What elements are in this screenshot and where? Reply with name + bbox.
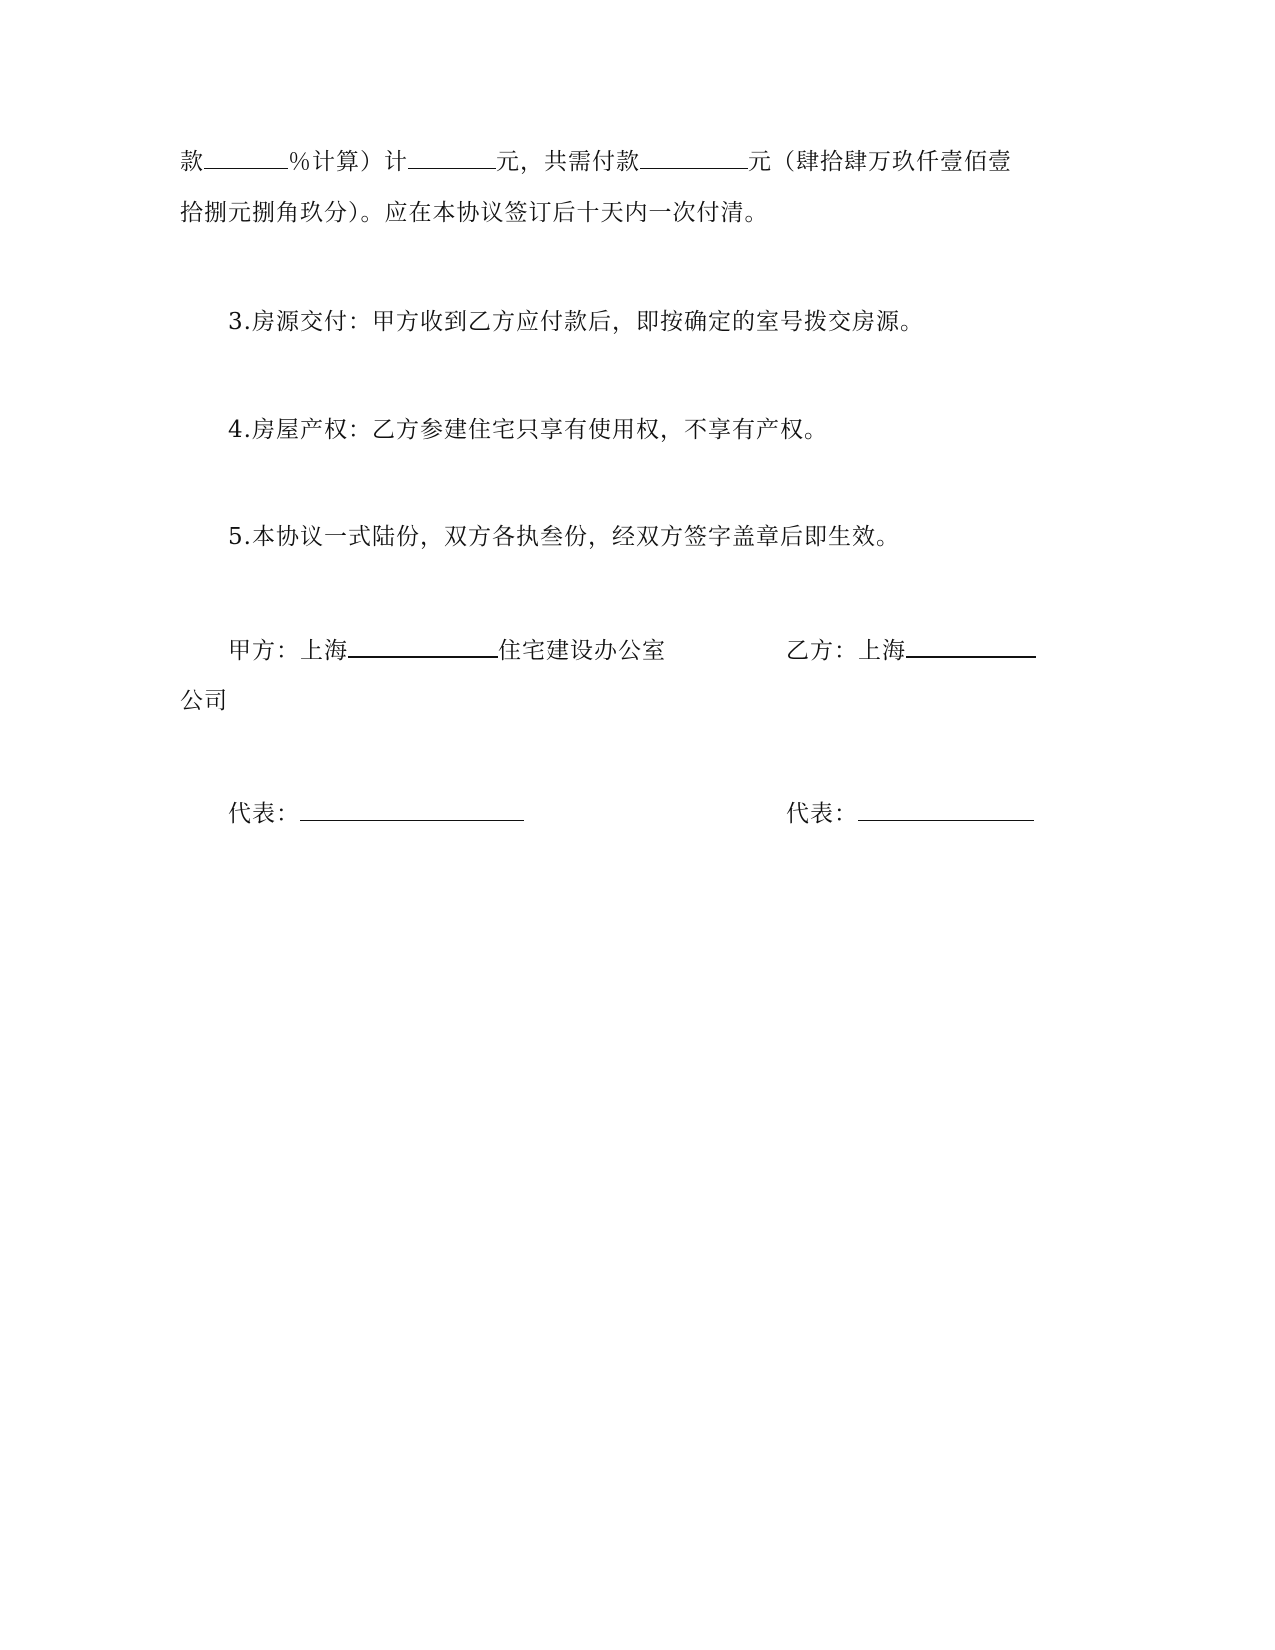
clause-3: 3.房源交付：甲方收到乙方应付款后，即按确定的室号拨交房源。 [228, 309, 924, 335]
clause-4: 4.房屋产权：乙方参建住宅只享有使用权，不享有产权。 [228, 417, 828, 443]
clause-5: 5.本协议一式陆份，双方各执叁份，经双方签字盖章后即生效。 [228, 524, 900, 550]
payment-line-2: 拾捌元捌角玖分）。应在本协议签订后十天内一次付清。 [180, 200, 769, 226]
payment-line-1 [180, 144, 1012, 177]
rep-b-label: 代表： [786, 801, 858, 827]
payment-text-2: ％计算）计 [288, 149, 408, 175]
party-a-suffix: 住宅建设办公室 [498, 638, 666, 664]
payment-text-1: 款 [180, 149, 204, 175]
party-a-name-blank[interactable] [348, 632, 498, 658]
rep-a-line [228, 796, 524, 829]
rep-a-signature-blank[interactable] [300, 796, 524, 821]
party-a-prefix: 甲方：上海 [228, 638, 348, 664]
payment-text-4: 元（肆拾肆万玖仟壹佰壹 [748, 149, 1012, 175]
party-a-line [228, 632, 666, 666]
rep-b-line [786, 796, 1034, 829]
party-b-line [786, 632, 1036, 666]
party-b-continuation: 公司 [180, 688, 228, 714]
amount-blank[interactable] [408, 144, 496, 169]
percent-blank[interactable] [204, 144, 288, 169]
rep-b-signature-blank[interactable] [858, 796, 1034, 821]
rep-a-label: 代表： [228, 801, 300, 827]
total-blank[interactable] [640, 144, 748, 169]
payment-text-3: 元，共需付款 [496, 149, 640, 175]
party-b-prefix: 乙方：上海 [786, 638, 906, 664]
party-b-name-blank[interactable] [906, 632, 1036, 658]
